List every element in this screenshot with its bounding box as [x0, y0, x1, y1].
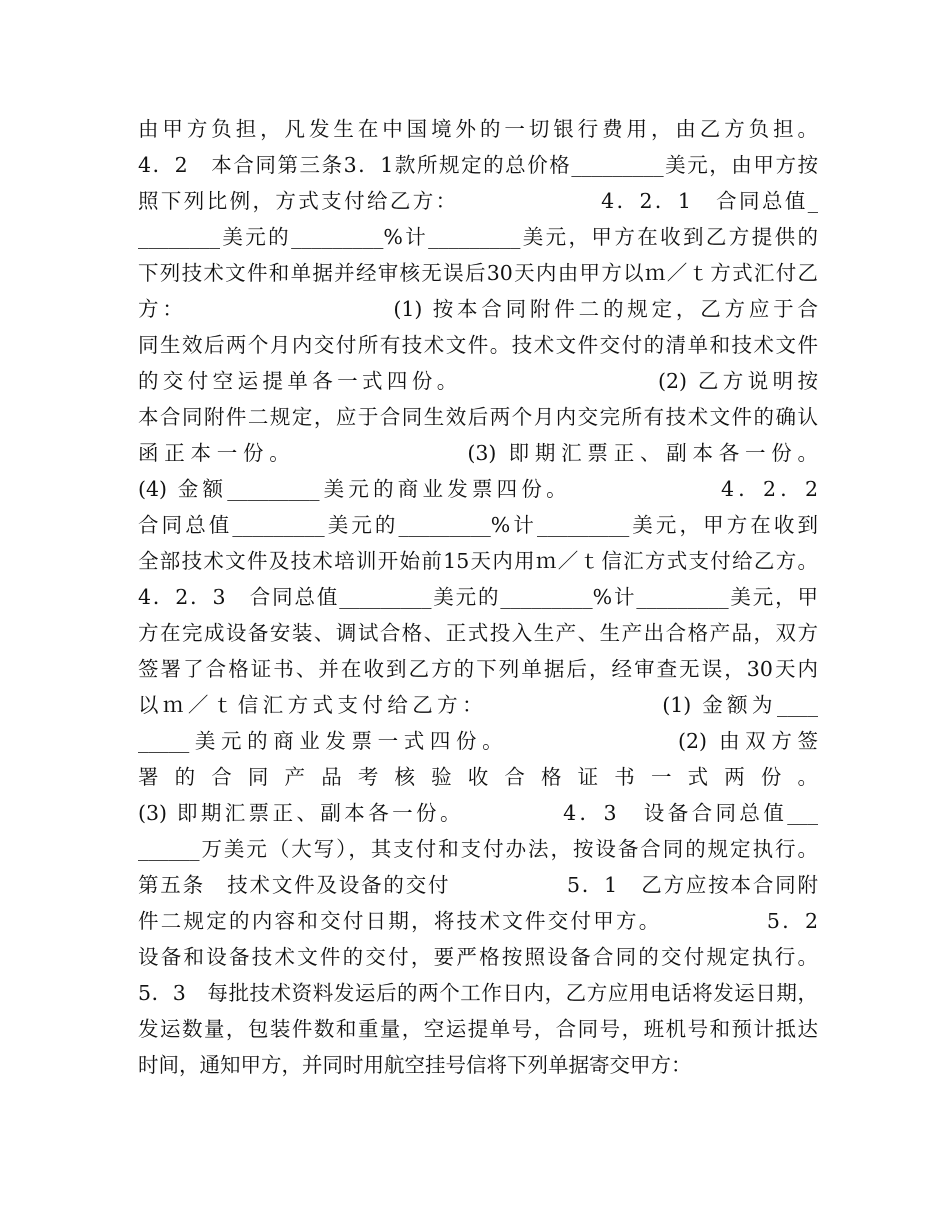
text-line: (4) 金额_________美元的商业发票四份。 4．2．2: [138, 477, 818, 501]
text-line: 全部技术文件及技术培训开始前15天内用ｍ／ｔ信汇方式支付给乙方。: [138, 549, 818, 573]
contract-text-body: [138, 111, 818, 1083]
text-line: 同生效后两个月内交付所有技术文件。技术文件交付的清单和技术文件: [138, 333, 818, 357]
text-line: 方在完成设备安装、调试合格、正式投入生产、生产出合格产品，双方: [138, 621, 818, 645]
text-line: 合同总值_________美元的_________%计_________美元，甲方在收到: [138, 513, 818, 537]
text-line: 5．3 每批技术资料发运后的两个工作日内，乙方应用电话将发运日期，: [138, 981, 818, 1005]
text-line: 函正本一份。 (3) 即期汇票正、副本各一份。: [138, 441, 818, 465]
text-line: 方： (1) 按本合同附件二的规定，乙方应于合: [138, 297, 818, 321]
text-line: 由甲方负担，凡发生在中国境外的一切银行费用，由乙方负担。: [138, 117, 818, 141]
text-line: 发运数量，包装件数和重量，空运提单号，合同号，班机号和预计抵达: [138, 1017, 818, 1041]
text-line: 时间，通知甲方，并同时用航空挂号信将下列单据寄交甲方：: [138, 1053, 692, 1077]
text-line: 件二规定的内容和交付日期，将技术文件交付甲方。 5．2: [138, 909, 818, 933]
text-line: (3) 即期汇票正、副本各一份。 4．3 设备合同总值___: [138, 801, 818, 825]
text-line: 以ｍ／ｔ信汇方式支付给乙方： (1) 金额为____: [138, 693, 818, 717]
text-line: 第五条 技术文件及设备的交付 5．1 乙方应按本合同附: [138, 873, 818, 897]
text-line: 本合同附件二规定，应于合同生效后两个月内交完所有技术文件的确认: [138, 405, 818, 429]
text-line: 4．2．3 合同总值_________美元的_________%计_________美元，甲: [138, 585, 818, 609]
text-line: ______万美元（大写），其支付和支付办法，按设备合同的规定执行。: [138, 837, 818, 861]
text-line: ________美元的_________%计_________美元，甲方在收到乙方提供的: [138, 225, 818, 249]
text-line: _____美元的商业发票一式四份。 (2) 由双方签: [138, 729, 818, 753]
text-line: 下列技术文件和单据并经审核无误后30天内由甲方以ｍ／ｔ方式汇付乙: [138, 261, 818, 285]
text-line: 设备和设备技术文件的交付，要严格按照设备合同的交付规定执行。: [138, 945, 818, 969]
text-line: 的交付空运提单各一式四份。 (2) 乙方说明按: [138, 369, 818, 393]
text-line: 署的合同产品考核验收合格证书一式两份。: [138, 765, 818, 789]
text-line: 照下列比例，方式支付给乙方： 4．2．1 合同总值_: [138, 189, 818, 213]
text-line: 签署了合格证书、并在收到乙方的下列单据后，经审查无误，30天内: [138, 657, 818, 681]
text-line: 4．2 本合同第三条3．1款所规定的总价格_________美元，由甲方按: [138, 153, 818, 177]
